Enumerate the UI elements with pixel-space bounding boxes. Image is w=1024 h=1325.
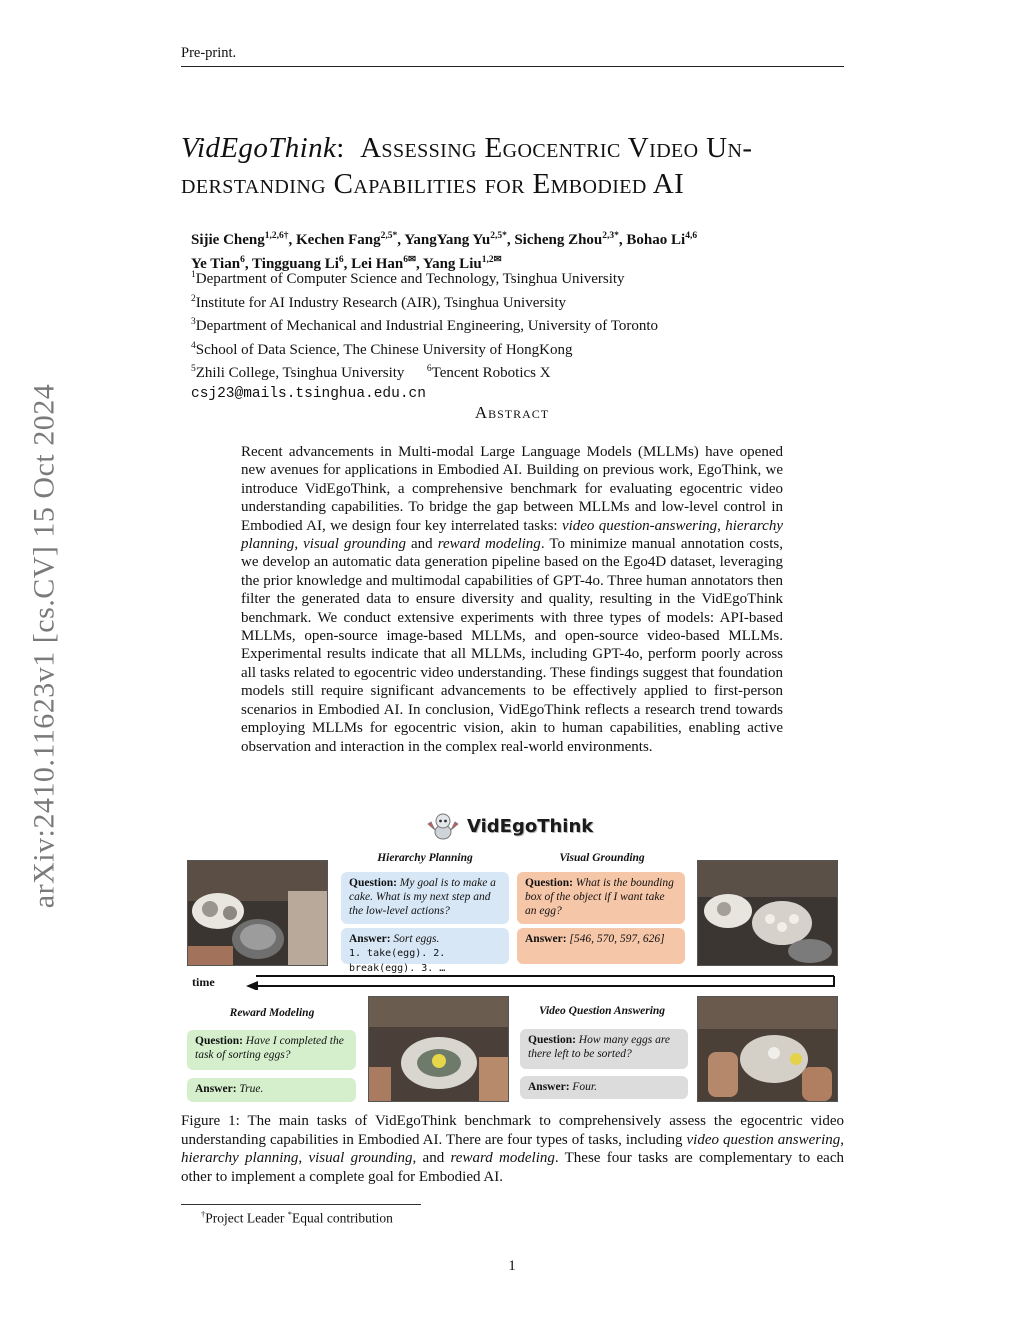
video-frame [697, 860, 838, 966]
figure-caption [181, 1112, 844, 1186]
affiliation [191, 337, 658, 361]
affiliation-text: Zhili College, Tsinghua University [195, 365, 405, 382]
question-text: Have I completed the task of sorting eggs? [195, 1035, 344, 1061]
affiliation-list [191, 266, 658, 405]
video-frame [187, 860, 328, 966]
question-text: How many eggs are there left to be sorted? [528, 1034, 671, 1060]
author-sep: , [618, 232, 627, 248]
answer-box-hierarchy [341, 928, 509, 974]
abstract-text: and [405, 536, 438, 553]
arxiv-stamp-text: arXiv:2410.11623v1 [cs.CV] 15 Oct 2024 [27, 383, 60, 909]
caption-term: visual grounding [308, 1150, 413, 1167]
title-name: VidEgoThink [181, 132, 337, 164]
footnote-mark: † [201, 1209, 206, 1219]
author: Yang Liu [422, 256, 482, 272]
abstract-text: , [717, 517, 726, 534]
question-box-grounding [517, 872, 685, 924]
author: Kechen Fang [296, 232, 381, 248]
answer-label: Answer: [195, 1083, 237, 1095]
video-frame [697, 996, 838, 1102]
affiliation [191, 290, 658, 314]
caption-text: , and [412, 1150, 451, 1167]
page-number: 1 [508, 1258, 516, 1274]
affiliation-num: 1 [191, 270, 196, 280]
affiliation-num: 2 [191, 293, 196, 304]
task-title-grounding: Visual Grounding [559, 852, 645, 864]
author-sup: 1,2,6† [264, 231, 289, 241]
affiliation-text: School of Data Science, The Chinese University of HongKong [195, 341, 573, 358]
caption-text: , [298, 1150, 309, 1167]
author-sup: 2,5* [490, 231, 507, 241]
caption-text: Figure 1: The main tasks of VidEgoThink benchmark to comprehensively assess the egocentric video understanding capabilities in Embodied AI. There are four types of tasks, including [181, 1113, 844, 1148]
affiliation [191, 360, 658, 384]
question-label: Question: [349, 877, 397, 889]
affiliation-num: 4 [191, 340, 196, 351]
answer-label: Answer: [528, 1081, 570, 1093]
author-sup: 6 [338, 255, 344, 265]
affiliation-text: Department of Mechanical and Industrial Engineering, University of Toronto [195, 318, 659, 335]
abstract-heading: Abstract [474, 403, 550, 422]
caption-term: reward modeling [450, 1150, 555, 1167]
answer-box-vqa [520, 1076, 688, 1099]
affiliation [191, 266, 658, 290]
author: Bohao Li [626, 232, 686, 248]
title-sep: : [336, 132, 345, 164]
author-sep: , [415, 256, 423, 272]
author: Ye Tian [191, 256, 241, 272]
affiliation-text: Tencent Robotics X [431, 365, 551, 382]
author: Sicheng Zhou [514, 232, 603, 248]
abstract-term: visual grounding [303, 536, 406, 553]
abstract-text: , [294, 536, 304, 553]
affiliation [191, 313, 658, 337]
author-sup: 4,6 [685, 231, 698, 241]
title-line1: Assessing Egocentric Video Un- [360, 132, 753, 164]
footnote-text: Equal contribution [291, 1210, 393, 1226]
author-sup: 6✉ [403, 255, 416, 265]
task-title-hierarchy: Hierarchy Planning [377, 852, 473, 864]
abstract-text: . To minimize manual annotation costs, we develop an automatic data generation pipeline based on the Ego4D dataset, leveraging the prior knowledge and multimodal capabilities of GPT-4o. Three human annotators then filter the generated data to ensure diversity and quality, resulting in the VidEgoThink benchmark. We conduct extensive experiments with three types of models: API-based MLLMs, open-source image-based MLLMs, and open-source video-based MLLMs. Experimental results indicate that all MLLMs, including GPT-4o, perform poorly across all tasks related to egocentric video understanding. These findings suggest that foundation models still require significant advancements to be effectively applied to first-person scenarios in Embodied AI. In conclusion, VidEgoThink reflects a research trend towards employing MLLMs for egocentric vision, akin to human capabilities, enabling active observation and interaction in the complex real-world environments. [241, 536, 783, 755]
author-sup: 6 [240, 255, 245, 265]
question-box-reward [187, 1030, 356, 1070]
author: Lei Han [351, 256, 404, 272]
affiliation-num: 5 [191, 364, 196, 375]
time-label: time [192, 975, 215, 989]
question-label: Question: [528, 1034, 576, 1046]
caption-term: hierarchy planning [181, 1150, 299, 1167]
abstract-body [241, 443, 783, 756]
paper-title [181, 130, 851, 202]
answer-steps: 1. take(egg). 2. break(egg). 3. … [349, 948, 446, 974]
abstract-term: reward modeling [437, 536, 541, 553]
caption-text: , [840, 1131, 844, 1148]
question-box-hierarchy [341, 872, 509, 924]
contact-email[interactable]: csj23@mails.tsinghua.edu.cn [191, 385, 426, 402]
header-rule [181, 66, 844, 67]
question-label: Question: [195, 1035, 243, 1047]
abstract-term: hierarchy planning [241, 517, 783, 553]
title-line2: derstanding Capabilities for Embodied AI [181, 168, 685, 200]
footnote-mark: * [287, 1209, 292, 1219]
caption-term: video question answering [686, 1131, 841, 1148]
answer-label: Answer: [525, 933, 567, 945]
answer-text: True. [239, 1083, 264, 1095]
answer-label: Answer: [349, 933, 391, 945]
answer-text: [546, 570, 597, 626] [569, 933, 665, 945]
author: Sijie Cheng [191, 232, 265, 248]
author-sep: , [397, 232, 405, 248]
footnote [201, 1209, 393, 1227]
question-text: My goal is to make a cake. What is my next step and the low-level actions? [349, 877, 496, 917]
footnote-text: Project Leader [205, 1210, 288, 1226]
answer-text: Four. [572, 1081, 598, 1093]
timeline-arrow-icon [244, 972, 838, 990]
abstract-term: video question-answering [561, 517, 718, 534]
author: Tingguang Li [252, 256, 339, 272]
answer-box-reward [187, 1078, 356, 1102]
author-sup: 2,5* [380, 231, 398, 241]
author-sup: 1,2✉ [481, 255, 502, 265]
figure-logo [425, 812, 593, 840]
affiliation-text: Institute for AI Industry Research (AIR), Tsinghua University [195, 294, 567, 311]
abstract-text: Recent advancements in Multi-modal Large Language Models (MLLMs) have opened new avenues for applications in Embodied AI. Building on previous work, EgoThink, we introduce VidEgoThink, a comprehensive benchmark for evaluating egocentric video understanding capabilities. To bridge the gap between MLLMs and low-level control in Embodied AI, we design four key interrelated tasks: [241, 444, 783, 534]
author-sep: , [506, 232, 515, 248]
author: YangYang Yu [404, 232, 491, 248]
affiliation-num: 6 [426, 364, 432, 375]
question-box-vqa [520, 1029, 688, 1069]
author-sep: , [288, 232, 297, 248]
task-title-vqa: Video Question Answering [538, 1005, 666, 1017]
affiliation-text: Department of Computer Science and Technology, Tsinghua University [195, 271, 625, 287]
author-sep: , [244, 256, 253, 272]
answer-box-grounding [517, 928, 685, 964]
running-header: Pre-print. [181, 45, 237, 61]
logo-text: VidEgoThink [467, 815, 594, 837]
footnote-rule [181, 1204, 421, 1205]
robot-icon [425, 812, 461, 840]
caption-text: . These four tasks are complementary to each other to implement a complete goal for Embodied AI. [181, 1150, 844, 1185]
author-sep: , [343, 256, 352, 272]
affiliation-num: 3 [191, 317, 196, 328]
task-title-reward: Reward Modeling [229, 1007, 315, 1019]
answer-text: Sort eggs. [393, 933, 440, 945]
video-frame [368, 996, 509, 1102]
author-sup: 2,3* [602, 231, 619, 241]
arxiv-stamp [14, 356, 74, 936]
question-label: Question: [525, 877, 573, 889]
question-text: What is the bounding box of the object if I want take an egg? [525, 877, 674, 917]
